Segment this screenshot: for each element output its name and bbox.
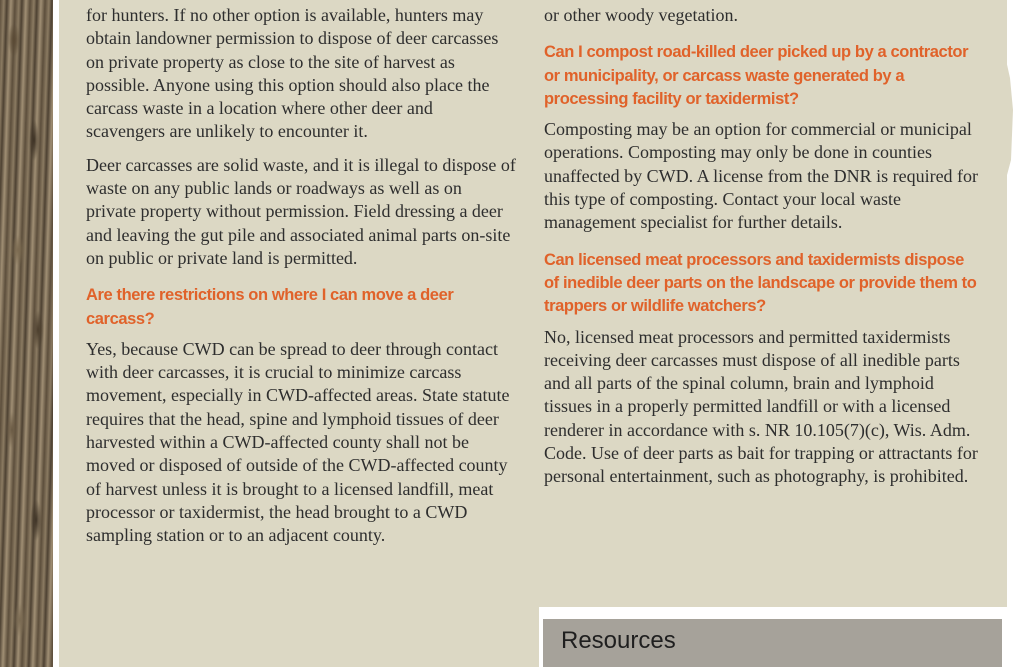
answer-paragraph: No, licensed meat processors and permitted taxidermists receiving deer carcasses must dispose of all inedible parts and all parts of the spinal column, brain and lymphoid tissues in a properly permitted landfill or with a licensed renderer in accordance with s. NR 10.105(7)(c), Wis. Adm. Code. Use of deer parts as bait for trapping or attractants for personal entertainment, such as photography, is prohibited.	[544, 326, 978, 487]
question-heading: Are there restrictions on where I can move a deer carcass?	[86, 286, 454, 328]
resources-section-header	[543, 619, 1002, 667]
torn-paper-edge	[994, 0, 1016, 667]
paragraph: for hunters. If no other option is available, hunters may obtain landowner permission to dispose of deer carcasses on private property as close to the site of harvest as possible. Anyone using this option should also place the carcass waste in a location where other deer and scavengers are unlikely to encounter it.	[86, 5, 499, 142]
resources-title: Resources	[561, 627, 676, 654]
question-heading: Can licensed meat processors and taxidermists dispose of inedible deer parts on the landscape or provide them to trappers or wildlife watchers?	[544, 250, 977, 316]
answer-paragraph: Yes, because CWD can be spread to deer through contact with deer carcasses, it is crucial to minimize carcass movement, especially in CWD-affected areas. State statute requires that the head, spine and lymphoid tissues of deer harvested within a CWD-affected county shall not be moved or disposed of outside of the CWD-affected county of harvest unless it is brought to a licensed landfill, meat processor or taxidermist, the head brought to a CWD sampling station or to an adjacent county.	[86, 338, 510, 546]
paragraph: or other woody vegetation.	[544, 5, 738, 25]
left-column	[86, 4, 516, 558]
bark-texture-image	[0, 0, 53, 667]
paragraph: Deer carcasses are solid waste, and it is illegal to dispose of waste on any public lands or roadways as well as on private property without permission. Field dressing a deer and leaving the gut pile and associated animal parts on-site on public or private land is permitted.	[86, 154, 516, 268]
right-column	[544, 4, 982, 499]
answer-paragraph: Composting may be an option for commercial or municipal operations. Composting may only be done in counties unaffected by CWD. A license from the DNR is required for this type of composting. Contact your local waste management specialist for further details.	[544, 119, 979, 233]
question-heading: Can I compost road-killed deer picked up by a contractor or municipality, or carcass waste generated by a processing facility or taxidermist?	[544, 43, 969, 108]
